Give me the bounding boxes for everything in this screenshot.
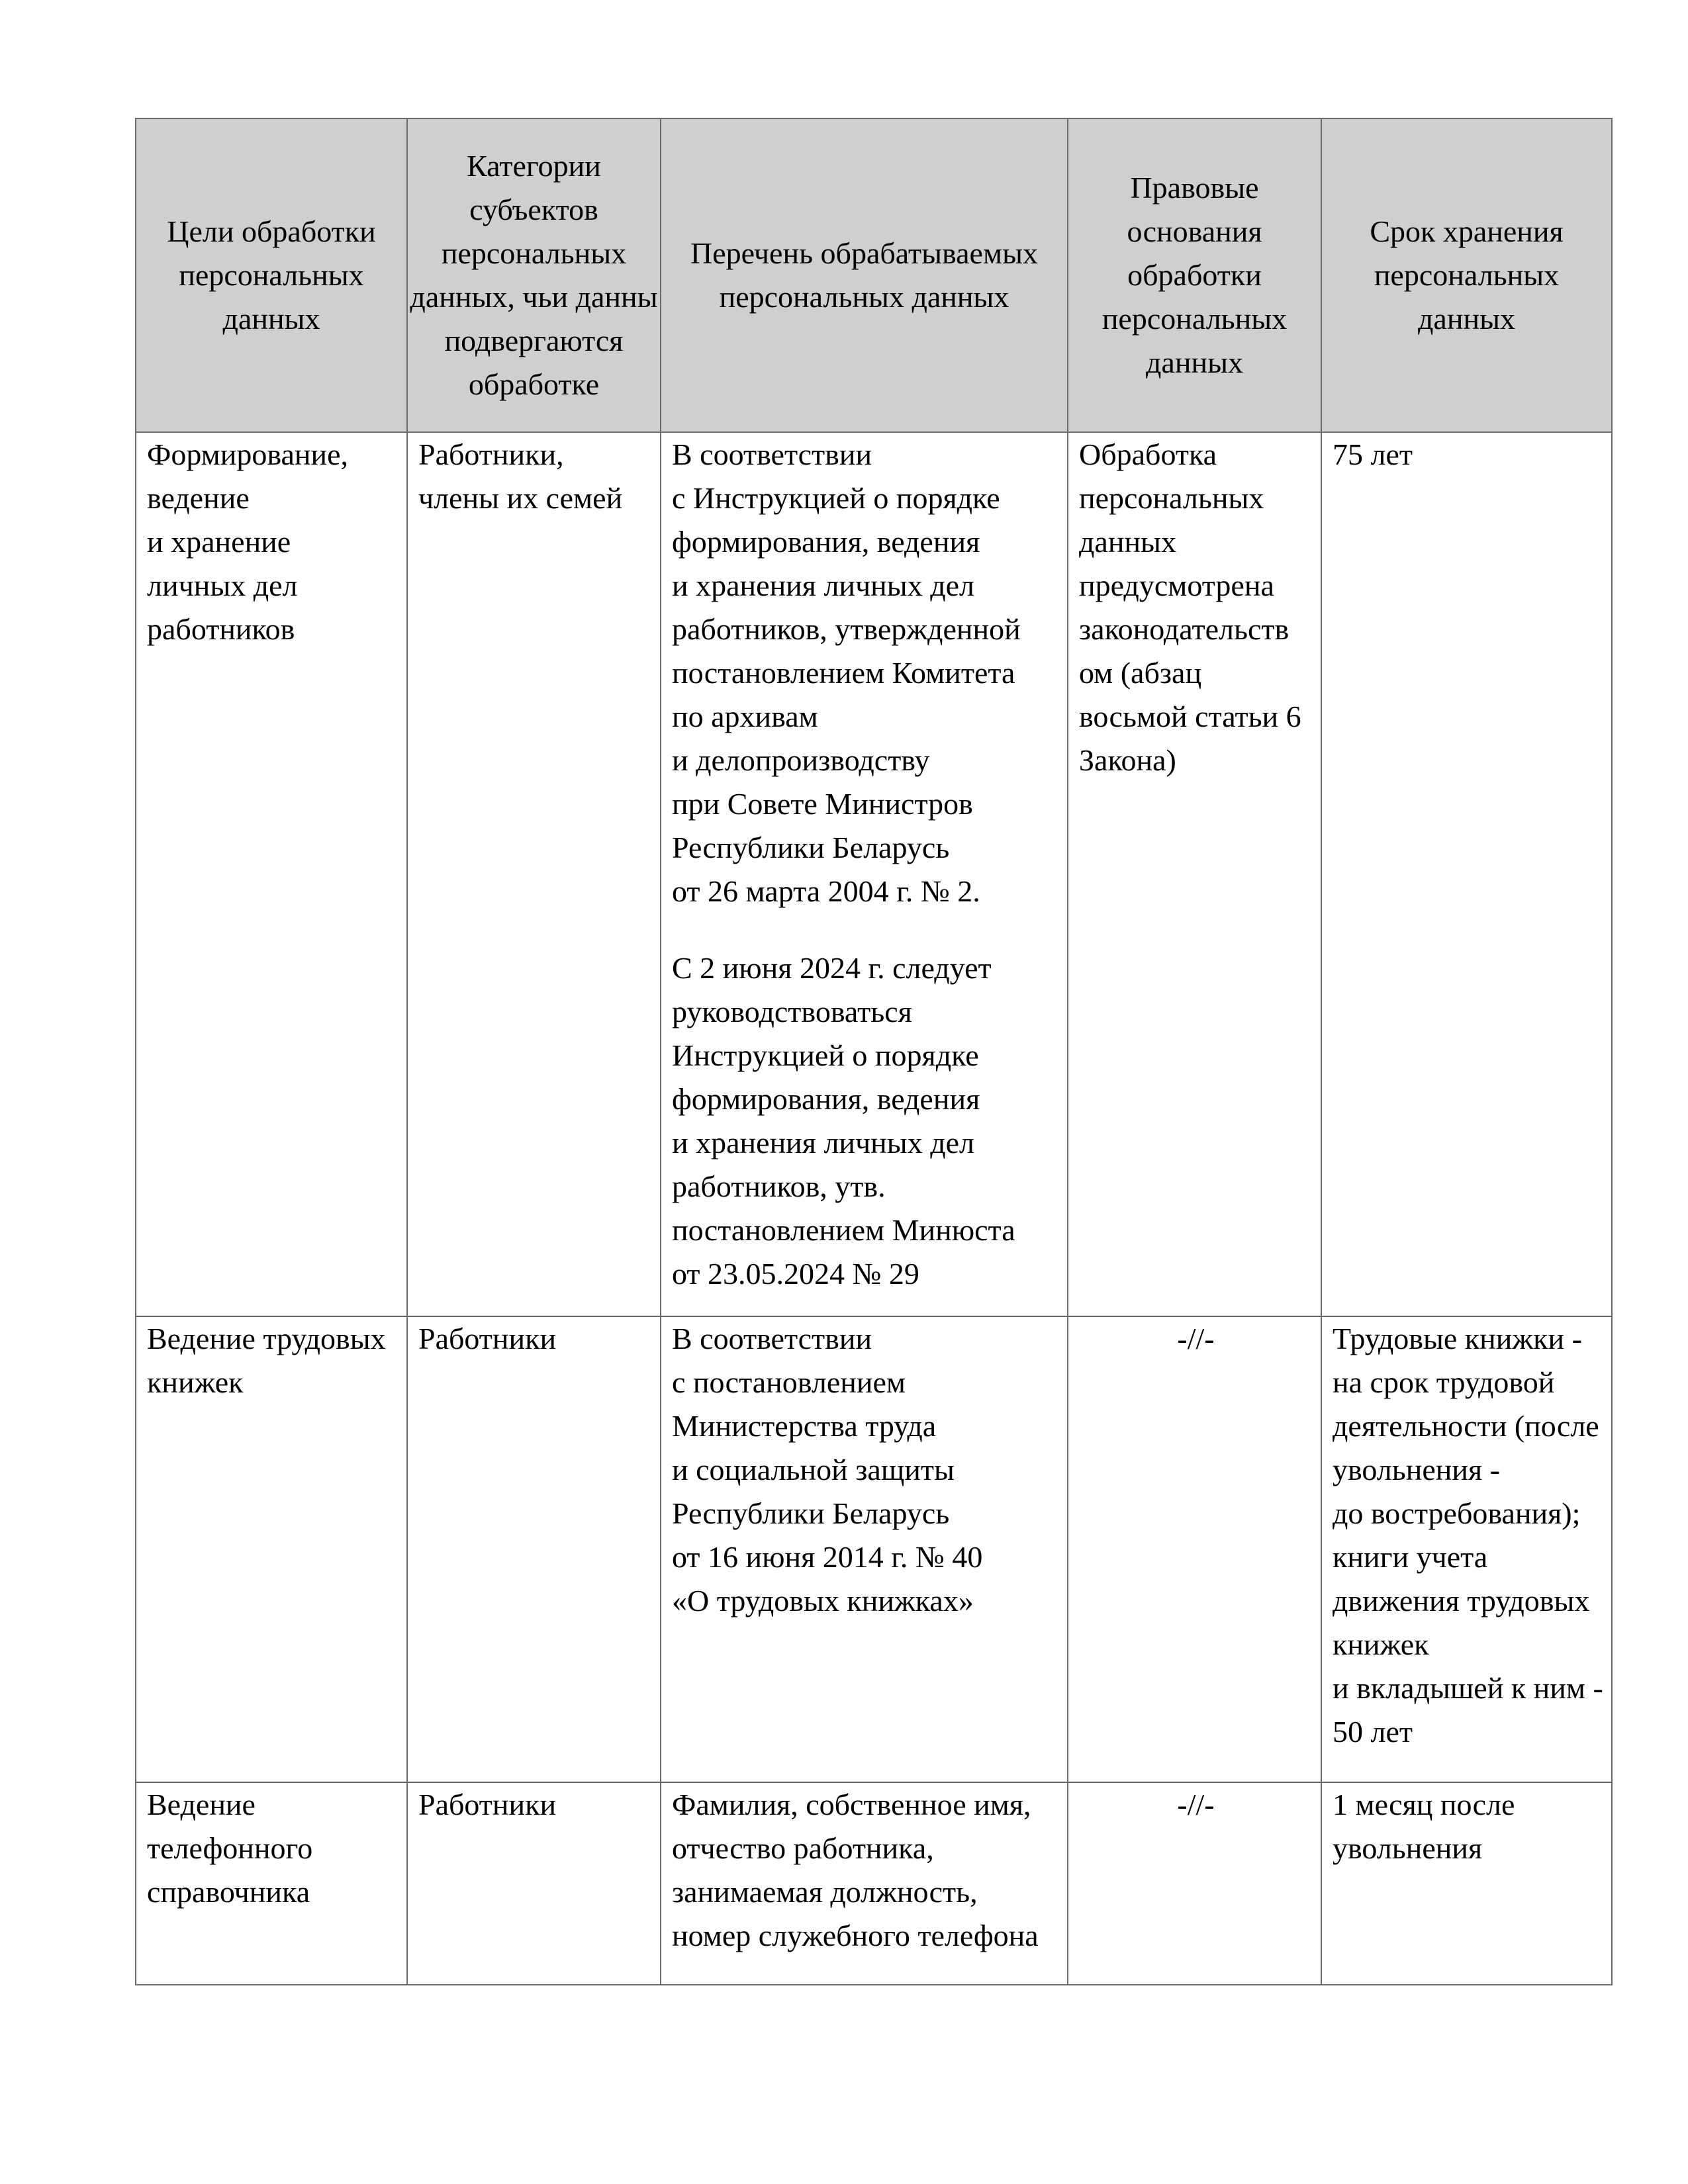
data-list-paragraph: В соответствии с Инструкцией о порядке формирования, ведения и хранения личных дел работников, утвержденной постановлением Комитета по архивам и делопроизводству при Совете Министров Республики Беларусь от 26 марта 2004 г. № 2.	[672, 437, 1021, 908]
cell-retention: Трудовые книжки - на срок трудовой деятельности (после увольнения - до востребования); книги учета движения трудовых книжек и вкладышей к ним - 50 лет	[1321, 1316, 1612, 1782]
cell-subjects: Работники	[407, 1782, 661, 1985]
cell-retention: 1 месяц после увольнения	[1321, 1782, 1612, 1985]
cell-purpose: Формирование, ведение и хранение личных дел работников	[136, 432, 407, 1316]
cell-subjects: Работники	[407, 1316, 661, 1782]
cell-retention: 75 лет	[1321, 432, 1612, 1316]
cell-purpose: Ведение телефонного справочника	[136, 1782, 407, 1985]
cell-legal-basis: Обработка персональных данных предусмотрена законодательств ом (абзац восьмой статьи 6 Закона)	[1068, 432, 1321, 1316]
data-list-paragraph: В соответствии с постановлением Министерства труда и социальной защиты Республики Беларусь от 16 июня 2014 г. № 40 «О трудовых книжках»	[672, 1322, 983, 1617]
cell-data-list	[661, 1782, 1068, 1985]
cell-data-list	[661, 432, 1068, 1316]
cell-legal-basis: -//-	[1068, 1316, 1321, 1782]
header-subject-categories: Категории субъектов персональных данных, чьи данны подвергаются обработке	[407, 118, 661, 432]
header-data-list: Перечень обрабатываемых персональных данных	[661, 118, 1068, 432]
table-row	[136, 1316, 1612, 1782]
table-header-row	[136, 118, 1612, 432]
header-processing-purpose: Цели обработки персональных данных	[136, 118, 407, 432]
table-row	[136, 1782, 1612, 1985]
cell-subjects: Работники, члены их семей	[407, 432, 661, 1316]
cell-purpose: Ведение трудовых книжек	[136, 1316, 407, 1782]
data-list-paragraph: С 2 июня 2024 г. следует руководствоваться Инструкцией о порядке формирования, ведения и хранения личных дел работников, утв. постановлением Минюста от 23.05.2024 № 29	[672, 951, 1015, 1291]
header-retention-period: Срок хранения персональных данных	[1321, 118, 1612, 432]
cell-legal-basis: -//-	[1068, 1782, 1321, 1985]
table-row	[136, 432, 1612, 1316]
personal-data-processing-table	[135, 118, 1613, 1985]
cell-data-list	[661, 1316, 1068, 1782]
data-list-paragraph: Фамилия, собственное имя, отчество работника, занимаемая должность, номер служебного телефона	[672, 1788, 1039, 1952]
header-legal-basis: Правовые основания обработки персональных данных	[1068, 118, 1321, 432]
